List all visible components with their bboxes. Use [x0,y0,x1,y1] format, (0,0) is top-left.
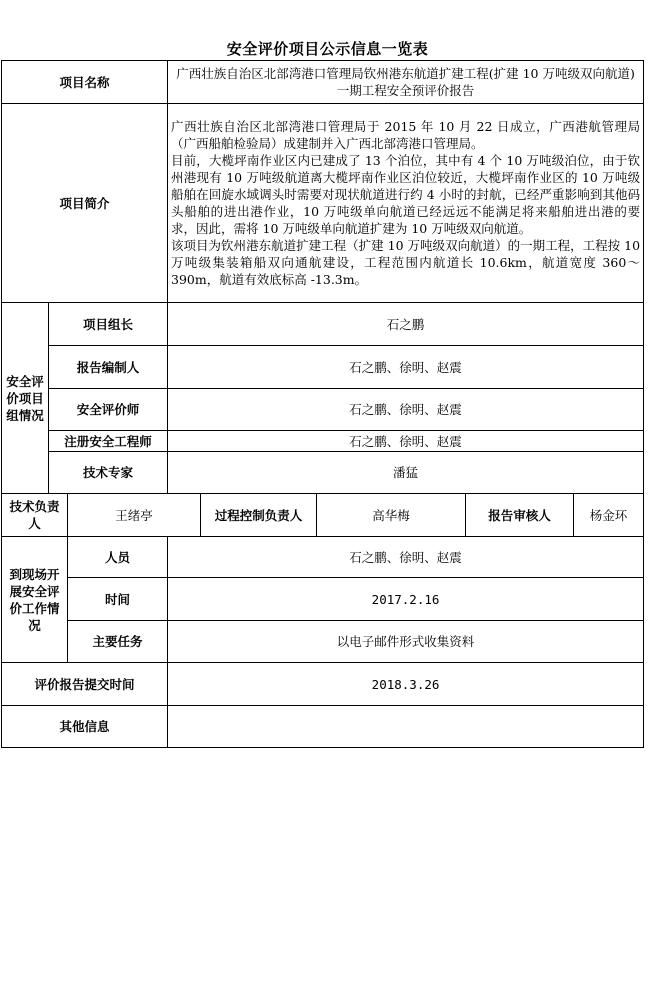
other-info-row [2,706,644,748]
project-name-value: 广西壮族自治区北部湾港口管理局钦州港东航道扩建工程(扩建 10 万吨级双向航道)一期工程安全预评价报告 [168,61,644,104]
team-row-label: 技术专家 [49,452,168,494]
site-work-row [2,537,644,578]
team-row-value: 石之鹏、徐明、赵震 [168,431,644,452]
team-row-value: 石之鹏 [168,303,644,346]
site-work-row-value: 2017.2.16 [168,578,644,621]
team-row-value: 石之鹏、徐明、赵震 [168,389,644,431]
tech-lead-value: 王绪亭 [68,494,201,537]
site-work-row-label: 主要任务 [68,621,168,663]
team-row-value: 石之鹏、徐明、赵震 [168,346,644,389]
team-row [2,431,644,452]
intro-paragraph: 该项目为钦州港东航道扩建工程（扩建 10 万吨级双向航道）的一期工程，工程按 10 万吨级集装箱船双向通航建设，工程范围内航道长 10.6km，航道宽度 360～390m，航道有效底标高 -13.3m。 [171,238,641,287]
process-control-label: 过程控制负责人 [201,494,317,537]
site-work-row [2,578,644,621]
project-intro-value [168,104,644,303]
site-work-row-label: 人员 [68,537,168,578]
team-row-label: 注册安全工程师 [49,431,168,452]
submit-time-row [2,663,644,706]
team-row [2,346,644,389]
responsible-row [2,494,644,537]
submit-time-value: 2018.3.26 [168,663,644,706]
tech-lead-label: 技术负责人 [2,494,68,537]
site-work-row-value: 石之鹏、徐明、赵震 [168,537,644,578]
project-name-label: 项目名称 [2,61,168,104]
project-intro-label: 项目简介 [2,104,168,303]
team-row [2,389,644,431]
other-info-value [168,706,644,748]
site-work-row-label: 时间 [68,578,168,621]
project-intro-row [2,104,644,303]
team-row [2,303,644,346]
team-row-label: 项目组长 [49,303,168,346]
team-row-label: 安全评价师 [49,389,168,431]
report-reviewer-value: 杨金环 [574,494,644,537]
intro-paragraph: 目前，大榄坪南作业区内已建成了 13 个泊位，其中有 4 个 10 万吨级泊位，由于钦州港现有 10 万吨级航道离大榄坪南作业区泊位较近，大榄坪南作业区的 10 万吨级船舶在回旋水域调头时需要对现状航道进行约 4 小时的封航，已经严重影响到其他码头船舶的进出港作业，10 万吨级单向航道已经远远不能满足将来船舶进出港的要求，因此，需将 10 万吨级单向航道扩建为 10 万吨级双向航道。 [171,153,641,236]
team-row-label: 报告编制人 [49,346,168,389]
team-row-value: 潘猛 [168,452,644,494]
process-control-value: 高华梅 [317,494,466,537]
intro-paragraph: 广西壮族自治区北部湾港口管理局于 2015 年 10 月 22 日成立，广西港航管理局（广西船舶检验局）成建制并入广西北部湾港口管理局。 [171,119,641,151]
site-work-row-value: 以电子邮件形式收集资料 [168,621,644,663]
site-work-row [2,621,644,663]
other-info-label: 其他信息 [2,706,168,748]
page-title: 安全评价项目公示信息一览表 [226,40,429,58]
report-reviewer-label: 报告审核人 [466,494,574,537]
team-group-label: 安全评价项目组情况 [2,303,49,494]
info-table [1,60,644,748]
site-work-group-label: 到现场开展安全评价工作情况 [2,537,68,663]
team-row [2,452,644,494]
project-name-row [2,61,644,104]
submit-time-label: 评价报告提交时间 [2,663,168,706]
